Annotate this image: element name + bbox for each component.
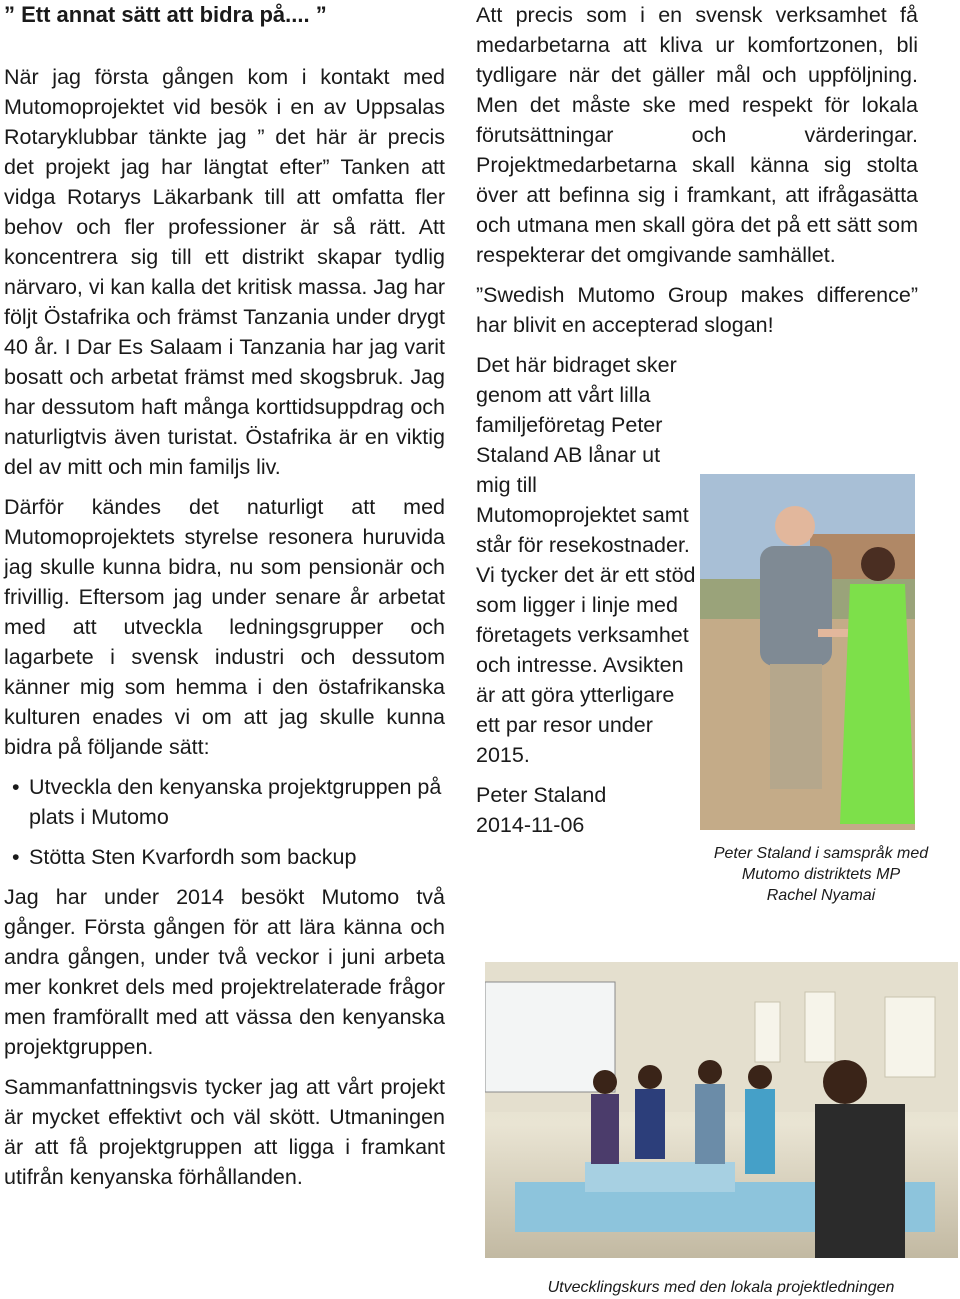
bullet-icon: • [12,775,20,799]
caption-line: Rachel Nyamai [766,887,876,904]
paragraph: Det här bidraget sker genom att vårt lilla familjeföretag Peter Staland AB lånar ut mig till Mutomoprojektet samt står för resekostnader. Vi tycker det är ett stöd som ligger i linje med företagets verksamhet och intresse. Avsikten är att göra ytterligare ett par resor under 2015. [476,353,696,767]
signature-date: 2014-11-06 [476,813,585,837]
left-column [4,0,445,1202]
paragraph: Jag har under 2014 besökt Mutomo två gånger. Första gången för att lära känna och andra gången, under två veckor i juni arbeta mer konkret dels med projektrelaterade frågor men framförallt med att vässa den kenyanska projektgruppen. [4,885,445,1059]
photo-handshake [700,474,915,830]
caption-line: Mutomo distriktets MP [741,866,901,883]
paragraph: Därför kändes det naturligt att med Mutomoprojektets styrelse resonera huruvida jag skulle kunna bidra, nu som pensionär och frivillig. Eftersom jag under senare år arbetat med att utveckla ledningsgrupper och lagarbete i svensk industri och dessutom känner mig som hemma i den östafrikanska kulturen enades vi om att jag skulle kunna bidra på följande sätt: [4,495,445,759]
signature-name: Peter Staland [476,783,607,807]
list-item [4,842,445,872]
photo2-caption: Utvecklingskurs med den lokala projektledningen [547,1279,895,1296]
handshake-illustration [700,474,915,830]
article-heading: ” Ett annat sätt att bidra på.... ” [4,2,327,27]
list-item-text: Stötta Sten Kvarfordh som backup [29,845,357,869]
paragraph: Att precis som i en svensk verksamhet få medarbetarna att kliva ur komfortzonen, bli tydligare när det gäller mål och uppföljning. Men det måste ske med respekt för lokala förutsättningar och värderingar. Projektmedarbetarna skall känna sig stolta över att befinna sig i framkant, att ifrågasätta och utmana men skall göra det på ett sätt som respekterar det omgivande samhället. [476,3,918,267]
caption-line: Peter Staland i samspråk med [713,845,929,862]
paragraph: När jag första gången kom i kontakt med Mutomoprojektet vid besök i en av Uppsalas Rotaryklubbar tänkte jag ” det här är precis det projekt jag har längtat efter” Tanken att vidga Rotarys Läkarbank till att omfatta fler behov och fler professioner är så rätt. Att koncentrera sig till ett distrikt skapar tydlig närvaro, vi kan kalla det kritisk massa. Jag har följt Östafrika och främst Tanzania under drygt 40 år. I Dar Es Salaam i Tanzania har jag varit bosatt och arbetat främst med skogsbruk. Jag har dessutom haft många korttidsuppdrag och naturligtvis även turistat. Östafrika är en viktig del av mitt och min familjs liv. [4,65,445,479]
photo-workshop [485,962,958,1258]
photo1-caption [690,843,952,906]
list-item-text: Utveckla den kenyanska projektgruppen på plats i Mutomo [29,775,442,829]
list-item [4,772,445,832]
workshop-illustration [485,962,958,1258]
slogan-paragraph: ”Swedish Mutomo Group makes difference” har blivit en accepterad slogan! [476,283,918,337]
bullet-icon: • [12,845,20,869]
paragraph: Sammanfattningsvis tycker jag att vårt projekt är mycket effektivt och väl skött. Utmaningen är att få projektgruppen att ligga i framkant utifrån kenyanska förhållanden. [4,1075,445,1189]
bullet-list [4,772,445,872]
